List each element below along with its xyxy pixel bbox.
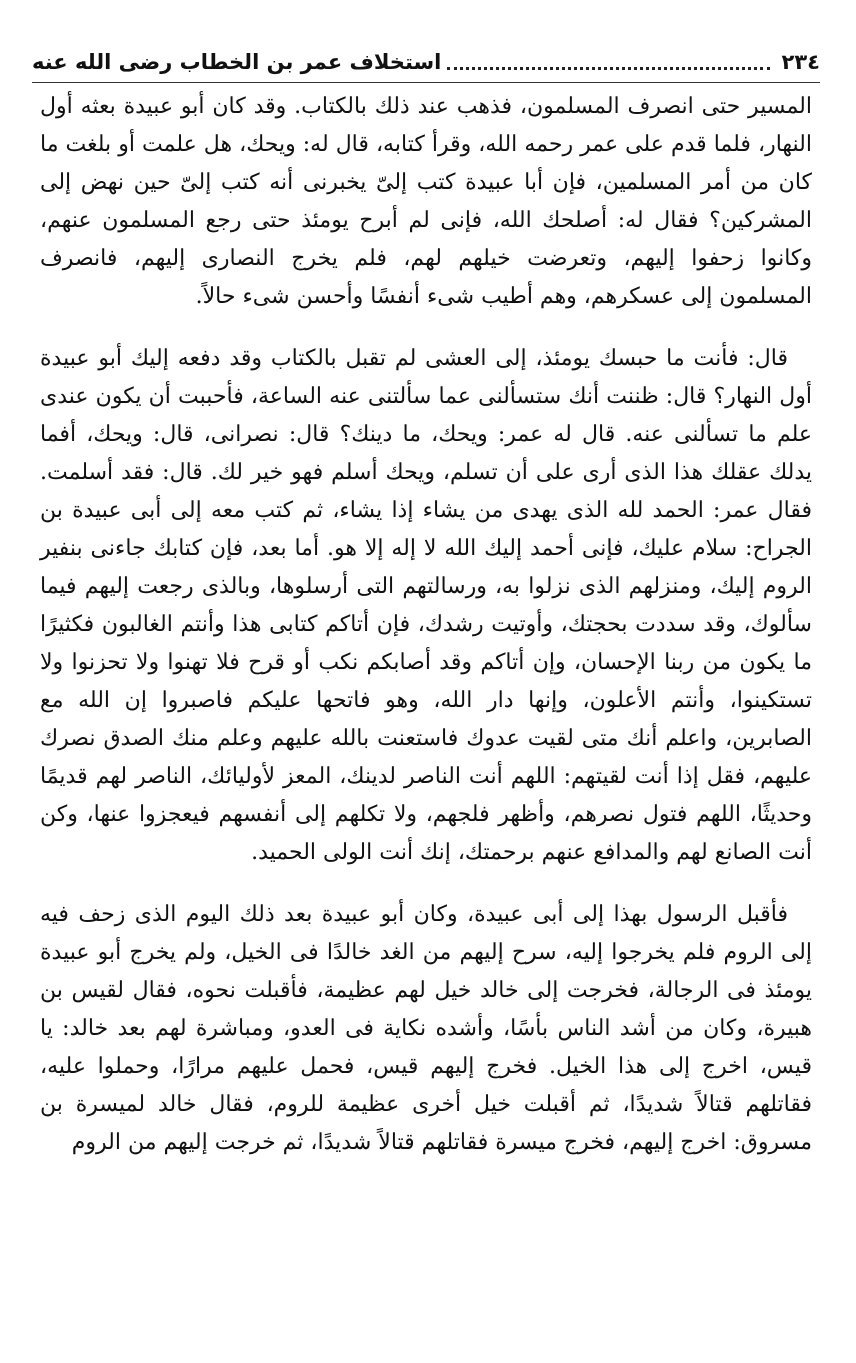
page-header [32,42,820,82]
page-body [40,88,812,1162]
paragraph-3: فأقبل الرسول بهذا إلى أبى عبيدة، وكان أبو عبيدة بعد ذلك اليوم الذى زحف فيه إلى الروم فلم يخرجوا إليه، سرح إليهم من الغد خالدًا فى الخيل، ولم يخرج أبو عبيدة يومئذ فى الرجالة، فخرجت إلى خالد خيل لهم عظيمة، فأقبلت نحوه، فقال لقيس بن هبيرة، وكان من أشد الناس بأسًا، وأشده نكاية فى العدو، ومباشرة لهم بعد خالد: يا قيس، اخرج إلى هذا الخيل. فخرج إليهم قيس، فحمل عليهم مرارًا، وحملوا عليه، فقاتلهم قتالاً شديدًا، ثم أقبلت خيل أخرى عظيمة للروم، فقال خالد لميسرة بن مسروق: اخرج إليهم، فخرج ميسرة فقاتلهم قتالاً شديدًا، ثم خرجت إليهم من الروم [40,902,812,1155]
paragraph-2: قال: فأنت ما حبسك يومئذ، إلى العشى لم تقبل بالكتاب وقد دفعه إليك أبو عبيدة أول النهار؟ قال: ظننت أنك ستسألنى عما سألتنى عنه الساعة، فأحببت أن يكون عندى علم ما تسألنى عنه. قال له عمر: ويحك، ما دينك؟ قال: نصرانى، قال: ويحك، أفما يدلك عقلك هذا الذى أرى على أن تسلم، ويحك أسلم فهو خير لك. قال: فقد أسلمت. فقال عمر: الحمد لله الذى يهدى من يشاء إذا يشاء، ثم كتب معه إلى أبى عبيدة بن الجراح: سلام عليك، فإنى أحمد إليك الله لا إله إلا هو. أما بعد، فإن كتابك جاءنى بنفير الروم إليك، ومنزلهم الذى نزلوا به، ورسالتهم التى أرسلوها، وبالذى رجعت إليهم فيما سألوك، وقد سددت بحجتك، وأوتيت رشدك، فإن أتاكم كتابى هذا وأنتم الغالبون فكثيرًا ما يكون من ربنا الإحسان، وإن أتاكم وقد أصابكم نكب أو قرح فلا تهنوا ولا تحزنوا ولا تستكينوا، وأنتم الأعلون، وإنها دار الله، وهو فاتحها عليكم فاصبروا إن الله مع الصابرين، واعلم أنك متى لقيت عدوك فاستعنت بالله عليهم وعلم منك الصدق نصرك عليهم، فقل إذا أنت لقيتهم: اللهم أنت الناصر لدينك، المعز لأوليائك، الناصر لهم قديمًا وحديثًا، اللهم فتول نصرهم، وأظهر فلجهم، ولا تكلهم إلى أنفسهم فيعجزوا عنها، وكن أنت الصانع لهم والمدافع عنهم برحمتك، إنك أنت الولى الحميد. [40,346,812,865]
paragraph-1: المسير حتى انصرف المسلمون، فذهب عند ذلك بالكتاب. وقد كان أبو عبيدة بعثه أول النهار، فلما قدم على عمر رحمه الله، وقرأ كتابه، قال له: ويحك، هل علمت أو بلغت ما كان من أمر المسلمين، فإن أبا عبيدة كتب إلىّ يخبرنى أنه كتب إلىّ حين نهض إلى المشركين؟ فقال له: أصلحك الله، فإنى لم أبرح يومئذ حتى رجع المسلمون عنهم، وكانوا زحفوا إليهم، وتعرضت خيلهم لهم، فلم يخرج النصارى إليهم، فانصرف المسلمون إلى عسكرهم، وهم أطيب شىء أنفسًا وأحسن شىء حالاً. [40,94,812,309]
leader-dots [447,67,769,70]
header-divider [32,82,820,83]
page-number: ٢٣٤ [781,50,820,74]
running-title: استخلاف عمر بن الخطاب رضى الله عنه [32,50,442,74]
